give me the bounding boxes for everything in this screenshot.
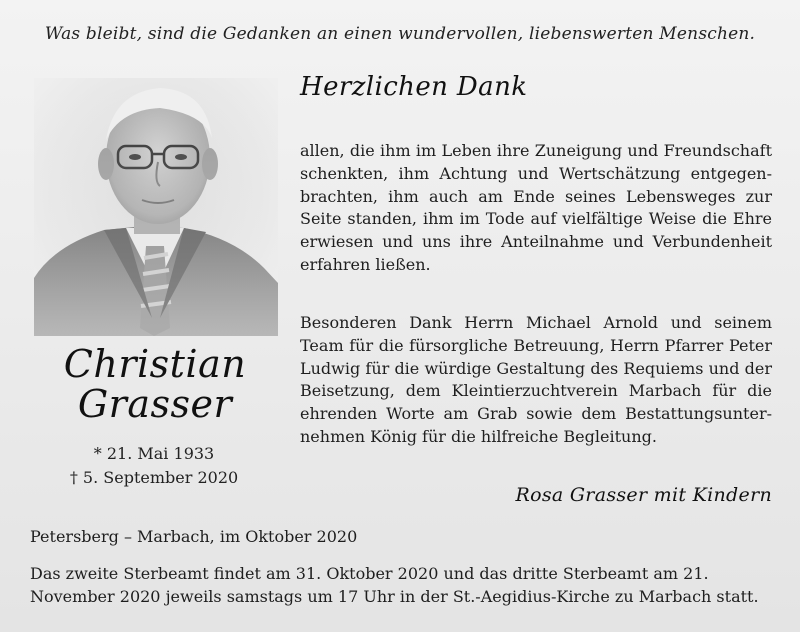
portrait-photo xyxy=(34,78,278,336)
thanks-paragraph: allen, die ihm im Leben ihre Zuneigung und Freundschaft schenkten, ihm Achtung und Wertschätzung entgegenbrachten, ihm auch am Ende seines Lebensweges zur Seite standen, ihm im Tode auf vielfältige Weise die Ehre erwiesen und uns ihre Anteilnahme und Verbundenheit erfahren ließen. xyxy=(300,141,772,274)
place-and-date: Petersberg – Marbach, im Oktober 2020 xyxy=(30,527,358,546)
special-thanks-paragraph: Besonderen Dank Herrn Michael Arnold und seinem Team für die fürsorgliche Betreuung, Herrn Pfarrer Peter Ludwig für die würdige Gestaltung des Requiems und der Beisetzung, dem Kleintierzuchtverein Marbach für die ehrenden Worte am Grab sowie dem Bestattungsunternehmen König für die hilfreiche Begleitung. xyxy=(300,313,772,446)
deceased-name xyxy=(30,344,280,424)
deceased-first-name: Christian xyxy=(63,342,247,386)
deceased-last-name: Grasser xyxy=(77,382,233,426)
life-dates xyxy=(30,442,278,490)
birth-date: * 21. Mai 1933 xyxy=(93,444,215,463)
thanks-heading: Herzlichen Dank xyxy=(300,72,528,102)
motto-text: Was bleibt, sind die Gedanken an einen wundervollen, liebenswerten Menschen. xyxy=(44,24,756,44)
requiem-mass-info: Das zweite Sterbeamt findet am 31. Oktober 2020 und das dritte Sterbeamt am 21. November 2020 jeweils samstags um 17 Uhr in der St.-Aegidius-Kirche zu Marbach statt. xyxy=(30,564,759,606)
family-signature: Rosa Grasser mit Kindern xyxy=(515,484,772,506)
death-date: † 5. September 2020 xyxy=(69,468,239,487)
